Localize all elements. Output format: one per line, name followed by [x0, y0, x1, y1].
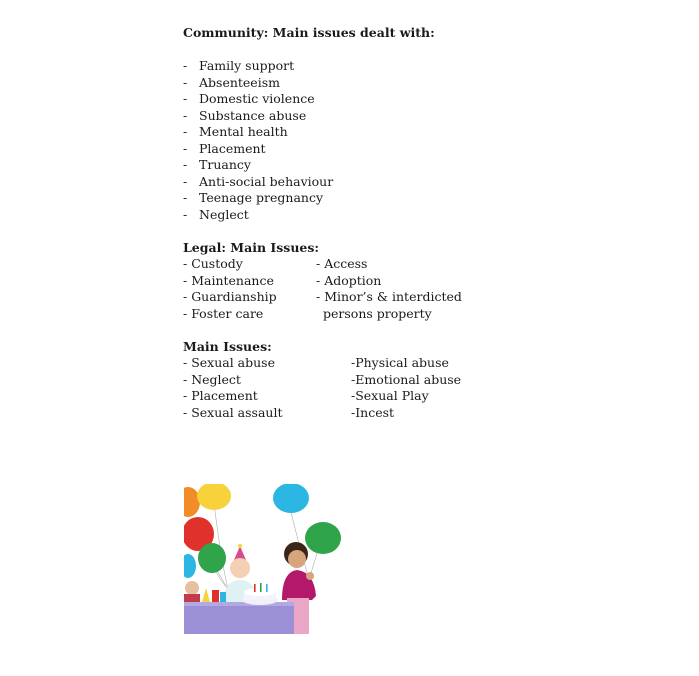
list-item: -Sexual Play: [351, 388, 429, 403]
list-item: - Anti-social behaviour: [183, 173, 334, 189]
list-item: - Placement: [183, 388, 258, 403]
balloon-blue-left: [184, 554, 196, 578]
list-item: - Minor’s & interdicted: [316, 289, 462, 304]
list-item: - Neglect: [183, 371, 241, 387]
community-heading: Community: Main issues dealt with:: [183, 25, 435, 40]
list-item: - Maintenance: [183, 272, 274, 288]
main-issues-heading: Main Issues:: [183, 339, 272, 354]
list-item: -Incest: [351, 404, 395, 420]
list-item: - Custody: [183, 256, 243, 271]
legal-issues-left-column: [183, 256, 277, 322]
balloon-orange: [184, 487, 200, 517]
legal-issues-right-column: [316, 256, 462, 322]
list-item: - Sexual assault: [183, 404, 283, 420]
list-item: - Adoption: [316, 272, 382, 288]
list-item: - Guardianship: [183, 289, 277, 304]
list-item: - Family support: [183, 58, 295, 73]
tablecloth: [184, 602, 294, 634]
main-issues-left-column: [183, 355, 283, 421]
list-item: - Foster care: [183, 305, 264, 321]
balloon-green-right: [305, 522, 341, 554]
list-item: - Absenteeism: [183, 74, 280, 90]
party-children-photo: [184, 484, 342, 634]
list-item: - Sexual abuse: [183, 355, 275, 370]
list-item: -Physical abuse: [351, 355, 449, 370]
list-item: - Domestic violence: [183, 91, 315, 106]
balloon-yellow: [197, 484, 231, 510]
legal-heading: Legal: Main Issues:: [183, 240, 320, 255]
list-item: - Mental health: [183, 124, 288, 139]
balloon-blue-right: [273, 484, 309, 513]
list-item: - Placement: [183, 140, 266, 156]
list-item: - Neglect: [183, 206, 249, 222]
balloon-green-left: [198, 543, 226, 573]
party-illustration: [184, 484, 342, 634]
list-item: -Emotional abuse: [351, 371, 462, 387]
list-item: - Teenage pregnancy: [183, 190, 324, 205]
list-item: persons property: [323, 305, 432, 321]
list-item: - Access: [316, 256, 368, 271]
list-item: - Truancy: [183, 157, 251, 172]
list-item: - Substance abuse: [183, 107, 307, 123]
main-issues-right-column: [351, 355, 461, 421]
community-issues-list: [183, 58, 333, 223]
